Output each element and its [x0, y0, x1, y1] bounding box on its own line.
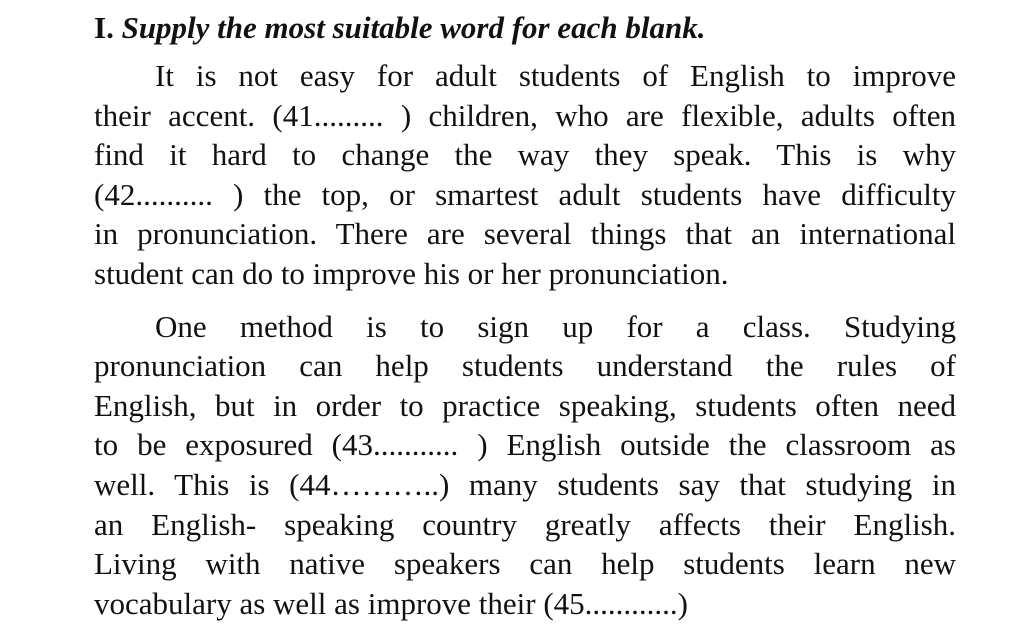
paragraph-line: It is not easy for adult students of English to improve: [155, 58, 956, 93]
paragraph-line: well. This is (44………..) many students say that studying in: [94, 466, 956, 502]
document-page: [94, 8, 956, 623]
exercise-number: I.: [94, 10, 114, 45]
paragraph-line: an English- speaking country greatly affects their English.: [94, 506, 956, 542]
paragraph-line: vocabulary as well as improve their (45............): [94, 585, 688, 621]
paragraph-line: Living with native speakers can help students learn new: [94, 546, 956, 582]
paragraph-line: (42.......... ) the top, or smartest adult students have difficulty: [94, 176, 956, 212]
paragraph-2: [94, 307, 956, 624]
paragraph-line: English, but in order to practice speaking, students often need: [94, 387, 956, 423]
paragraph-line: find it hard to change the way they speak. This is why: [94, 137, 956, 173]
paragraph-line: in pronunciation. There are several things that an international: [94, 216, 956, 252]
paragraph-line: to be exposured (43........... ) English outside the classroom as: [94, 427, 956, 463]
paragraph-1: [94, 56, 956, 294]
paragraph-line: One method is to sign up for a class. Studying: [155, 308, 956, 344]
exercise-instruction: Supply the most suitable word for each blank.: [121, 10, 706, 45]
paragraph-line: their accent. (41......... ) children, who are flexible, adults often: [94, 97, 956, 133]
exercise-heading: [94, 8, 956, 48]
paragraph-line: pronunciation can help students understand the rules of: [94, 348, 956, 384]
paragraph-line: student can do to improve his or her pronunciation.: [94, 255, 729, 291]
